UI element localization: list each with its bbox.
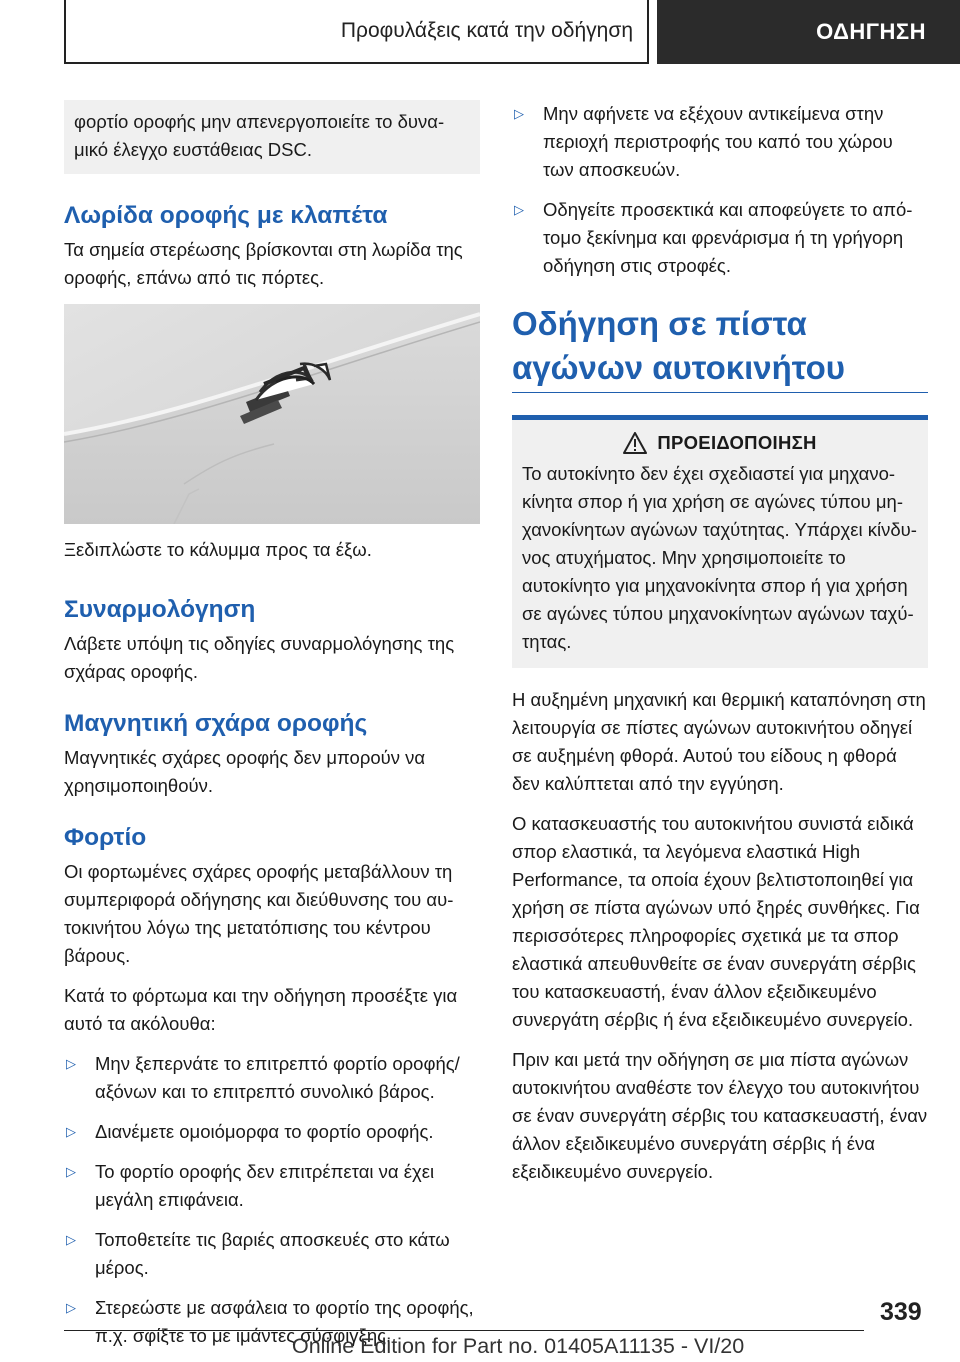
- assembly-heading: Συναρμολόγηση: [64, 596, 256, 623]
- edition-text: Online Edition for Part no. 01405A11135 - VI/20: [292, 1334, 745, 1358]
- track-heading: Οδήγηση σε πίστα αγώνων αυτοκινήτου: [512, 305, 845, 386]
- list-item: ▷ Στερεώστε με ασφάλεια το φορτίο της οροφής, π.χ. σφίξτε το με ιμάντες σύσφιγξης.: [64, 1294, 480, 1350]
- list-item: ▷ Μην αφήνετε να εξέχουν αντικείμενα στην περιοχή περιστροφής του καπό του χώρου των αποσκευών.: [512, 100, 928, 184]
- track-paragraph-3: Πριν και μετά την οδήγηση σε μια πίστα αγώνων αυτοκινήτου αναθέστε τον έλεγχο του αυτοκινήτου σε έναν συνεργάτη σέρβις του κατασκευαστή, έναν άλλον εξειδικευμένο συνεργάτη σέρβις ή ένα εξειδικευμένο συνεργείο.: [512, 1049, 928, 1182]
- left-column: [64, 100, 480, 1362]
- list-item: ▷ Μην ξεπερνάτε το επιτρεπτό φορτίο οροφής/αξόνων και το επιτρεπτό συνολικό βάρος.: [64, 1050, 480, 1106]
- roof-strip-caption: Ξεδιπλώστε το κάλυμμα προς τα έξω.: [64, 539, 372, 560]
- right-bullet-list: [512, 100, 928, 280]
- chapter-label: ΟΔΗΓΗΣΗ: [657, 0, 960, 64]
- triangle-bullet-icon: ▷: [514, 202, 524, 217]
- warning-text: Το αυτοκίνητο δεν έχει σχεδιαστεί για μηχανοκίνητα σπορ ή για χρήση σε αγώνες τύπου μηχανοκίνητων αγώνων ταχύτητας. Υπάρχει κίνδυνος ατυχήματος. Μην χρησιμοποιείτε το αυτοκίνητο για μηχανοκίνητα σπορ ή για χρήση σε αγώνες τύπου μηχανοκίνητων αγώνων ταχύτητας.: [522, 463, 917, 652]
- warning-triangle-icon: [623, 432, 647, 454]
- track-paragraph-2: Ο κατασκευαστής του αυτοκινήτου συνιστά ειδικά σπορ ελαστικά, τα λεγόμενα ελαστικά High Performance, τα οποία έχουν βελτιστοποιηθεί για χρήση σε πίστα αγώνων υπό ξηρές συνθήκες. Για περισσότερες πληροφορίες σχετικά με τα σπορ ελαστικά απευθυνθείτε σε έναν συνεργάτη σέρβις του κατασκευαστή, έναν άλλον εξειδικευμένο συνεργάτη σέρβις ή ένα εξειδικευμένο συνεργείο.: [512, 813, 920, 1030]
- load-text-1: Οι φορτωμένες σχάρες οροφής μεταβάλλουν τη συμπεριφορά οδήγησης και διεύθυνσης του αυτοκινήτου λόγω της μετατόπισης του κέντρου βάρους.: [64, 861, 454, 966]
- list-item: ▷ Το φορτίο οροφής δεν επιτρέπεται να έχει μεγάλη επιφάνεια.: [64, 1158, 480, 1214]
- warning-box: [512, 415, 928, 668]
- list-item: ▷ Διανέμετε ομοιόμορφα το φορτίο οροφής.: [64, 1118, 480, 1146]
- page-number: 339: [880, 1298, 922, 1326]
- track-paragraph-1: Η αυξημένη μηχανική και θερμική καταπόνηση στη λειτουργία σε πίστες αγώνων αυτοκινήτου οδηγεί σε αυξημένη φθορά. Αυτού του είδους η φθορά δεν καλύπτεται από την εγγύηση.: [512, 689, 926, 794]
- triangle-bullet-icon: ▷: [66, 1232, 76, 1247]
- roof-strip-heading: Λωρίδα οροφής με κλαπέτα: [64, 202, 388, 229]
- load-text-2: Κατά το φόρτωμα και την οδήγηση προσέξτε για αυτό τα ακόλουθα:: [64, 985, 458, 1034]
- list-item: ▷ Οδηγείτε προσεκτικά και αποφεύγετε το απότομο ξεκίνημα και φρενάρισμα ή τη γρήγορη οδήγηση στις στροφές.: [512, 196, 928, 280]
- triangle-bullet-icon: ▷: [514, 106, 524, 121]
- roof-strip-illustration: [64, 304, 480, 524]
- magnetic-text: Μαγνητικές σχάρες οροφής δεν μπορούν να χρησιμοποιηθούν.: [64, 747, 426, 796]
- triangle-bullet-icon: ▷: [66, 1124, 76, 1139]
- triangle-bullet-icon: ▷: [66, 1164, 76, 1179]
- magnetic-heading: Μαγνητική σχάρα οροφής: [64, 710, 368, 737]
- right-column: [512, 100, 928, 1198]
- roof-strip-text: Τα σημεία στερέωσης βρίσκονται στη λωρίδα της οροφής, επάνω από τις πόρτες.: [64, 239, 463, 288]
- note-box: [64, 100, 480, 174]
- roof-strip-flap-illustration-icon: [64, 304, 480, 524]
- page-header: [0, 0, 960, 66]
- list-item: ▷ Τοποθετείτε τις βαριές αποσκευές στο κάτω μέρος.: [64, 1226, 480, 1282]
- triangle-bullet-icon: ▷: [66, 1300, 76, 1315]
- section-title: Προφυλάξεις κατά την οδήγηση: [64, 0, 649, 64]
- note-text: φορτίο οροφής μην απενεργοποιείτε το δυναμικό έλεγχο ευστάθειας DSC.: [74, 111, 445, 160]
- warning-title: ΠΡΟΕΙΔΟΠΟΙΗΣΗ: [522, 432, 918, 454]
- load-heading: Φορτίο: [64, 824, 147, 851]
- footer-divider: [64, 1330, 864, 1331]
- assembly-text: Λάβετε υπόψη τις οδηγίες συναρμολόγησης της σχάρας οροφής.: [64, 633, 455, 682]
- load-bullet-list: [64, 1050, 480, 1350]
- track-heading-block: [512, 302, 928, 393]
- triangle-bullet-icon: ▷: [66, 1056, 76, 1071]
